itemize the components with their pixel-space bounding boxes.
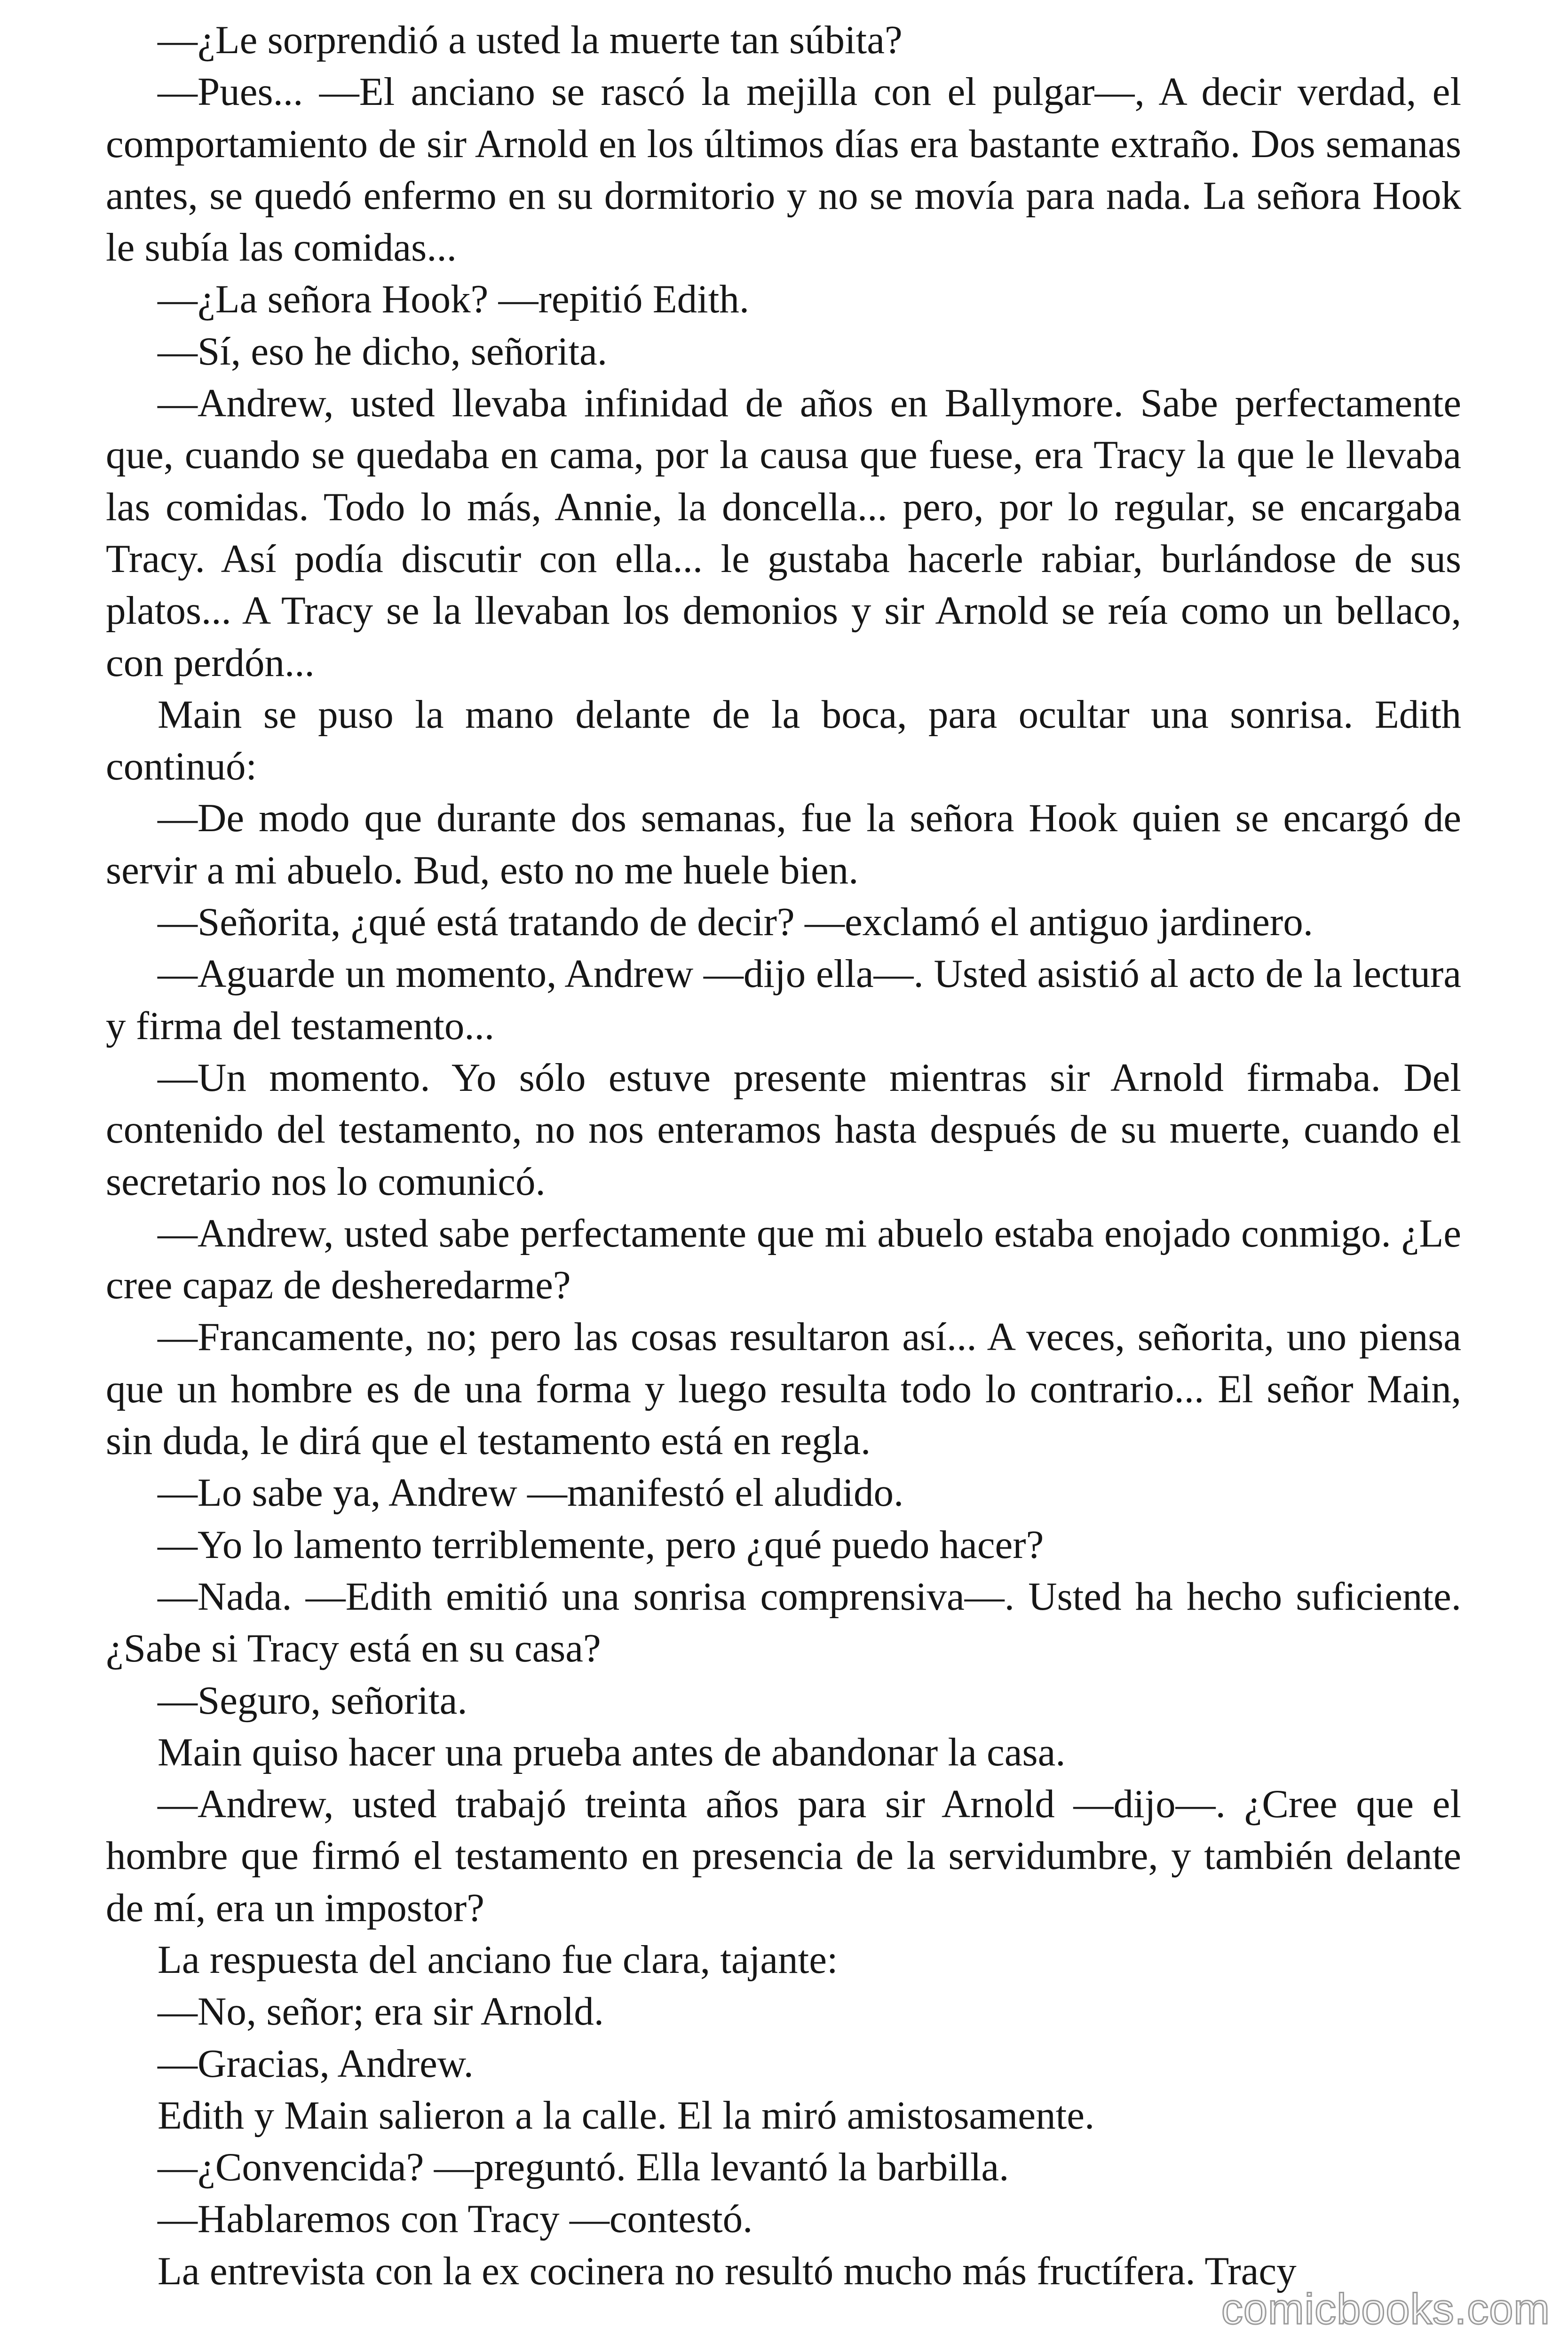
paragraph: —Señorita, ¿qué está tratando de decir? —exclamó el antiguo jardinero. [158,900,1313,945]
paragraph: Edith y Main salieron a la calle. El la miró amistosamente. [158,2093,1095,2137]
paragraph: —Hablaremos con Tracy —contestó. [158,2197,753,2241]
paragraph: —Gracias, Andrew. [158,2041,474,2086]
paragraph: —¿Le sorprendió a usted la muerte tan súbita? [158,18,903,62]
paragraph: —Seguro, señorita. [158,1678,467,1723]
paragraph: Main se puso la mano delante de la boca, para ocultar una sonrisa. Edith continuó: [106,692,1461,789]
paragraph: —Aguarde un momento, Andrew —dijo ella—. Usted asistió al acto de la lectura y firma del testamento... [106,952,1461,1048]
paragraph: —¿La señora Hook? —repitió Edith. [158,277,750,322]
paragraph: —Yo lo lamento terriblemente, pero ¿qué puedo hacer? [158,1522,1044,1567]
paragraph: —Lo sabe ya, Andrew —manifestó el aludido. [158,1470,904,1515]
paragraph: Main quiso hacer una prueba antes de abandonar la casa. [158,1730,1066,1774]
paragraph: —¿Convencida? —preguntó. Ella levantó la barbilla. [158,2145,1009,2190]
paragraph: —Francamente, no; pero las cosas resultaron así... A veces, señorita, uno piensa que un hombre es de una forma y luego resulta todo lo contrario... El señor Main, sin duda, le dirá que el testamento está en regla. [106,1315,1461,1463]
paragraph: —Un momento. Yo sólo estuve presente mientras sir Arnold firmaba. Del contenido del testamento, no nos enteramos hasta después de su muerte, cuando el secretario nos lo comunicó. [106,1055,1461,1204]
page-text-body [106,14,1461,2297]
paragraph: —Andrew, usted sabe perfectamente que mi abuelo estaba enojado conmigo. ¿Le cree capaz de desheredarme? [106,1211,1461,1308]
watermark: comicbooks.com [1221,2285,1550,2333]
paragraph: —Andrew, usted llevaba infinidad de años en Ballymore. Sabe perfectamente que, cuando se quedaba en cama, por la causa que fuese, era Tracy la que le llevaba las comidas. Todo lo más, Annie, la doncella... pero, por lo regular, se encargaba Tracy. Así podía discutir con ella... le gustaba hacerle rabiar, burlándose de sus platos... A Tracy se la llevaban los demonios y sir Arnold se reía como un bellaco, con perdón... [106,381,1461,685]
paragraph: —Andrew, usted trabajó treinta años para sir Arnold —dijo—. ¿Cree que el hombre que firmó el testamento en presencia de la servidumbre, y también delante de mí, era un impostor? [106,1782,1461,1930]
paragraph: —No, señor; era sir Arnold. [158,1989,604,2034]
paragraph: —Sí, eso he dicho, señorita. [158,329,608,373]
paragraph: —De modo que durante dos semanas, fue la señora Hook quien se encargó de servir a mi abuelo. Bud, esto no me huele bien. [106,796,1461,892]
paragraph: —Nada. —Edith emitió una sonrisa comprensiva—. Usted ha hecho suficiente. ¿Sabe si Tracy está en su casa? [106,1574,1461,1671]
paragraph: —Pues... —El anciano se rascó la mejilla con el pulgar—, A decir verdad, el comportamiento de sir Arnold en los últimos días era bastante extraño. Dos semanas antes, se quedó enfermo en su dormitorio y no se movía para nada. La señora Hook le subía las comidas... [106,70,1461,270]
paragraph: La entrevista con la ex cocinera no resultó mucho más fructífera. Tracy [158,2249,1297,2293]
paragraph: La respuesta del anciano fue clara, tajante: [158,1937,838,1982]
